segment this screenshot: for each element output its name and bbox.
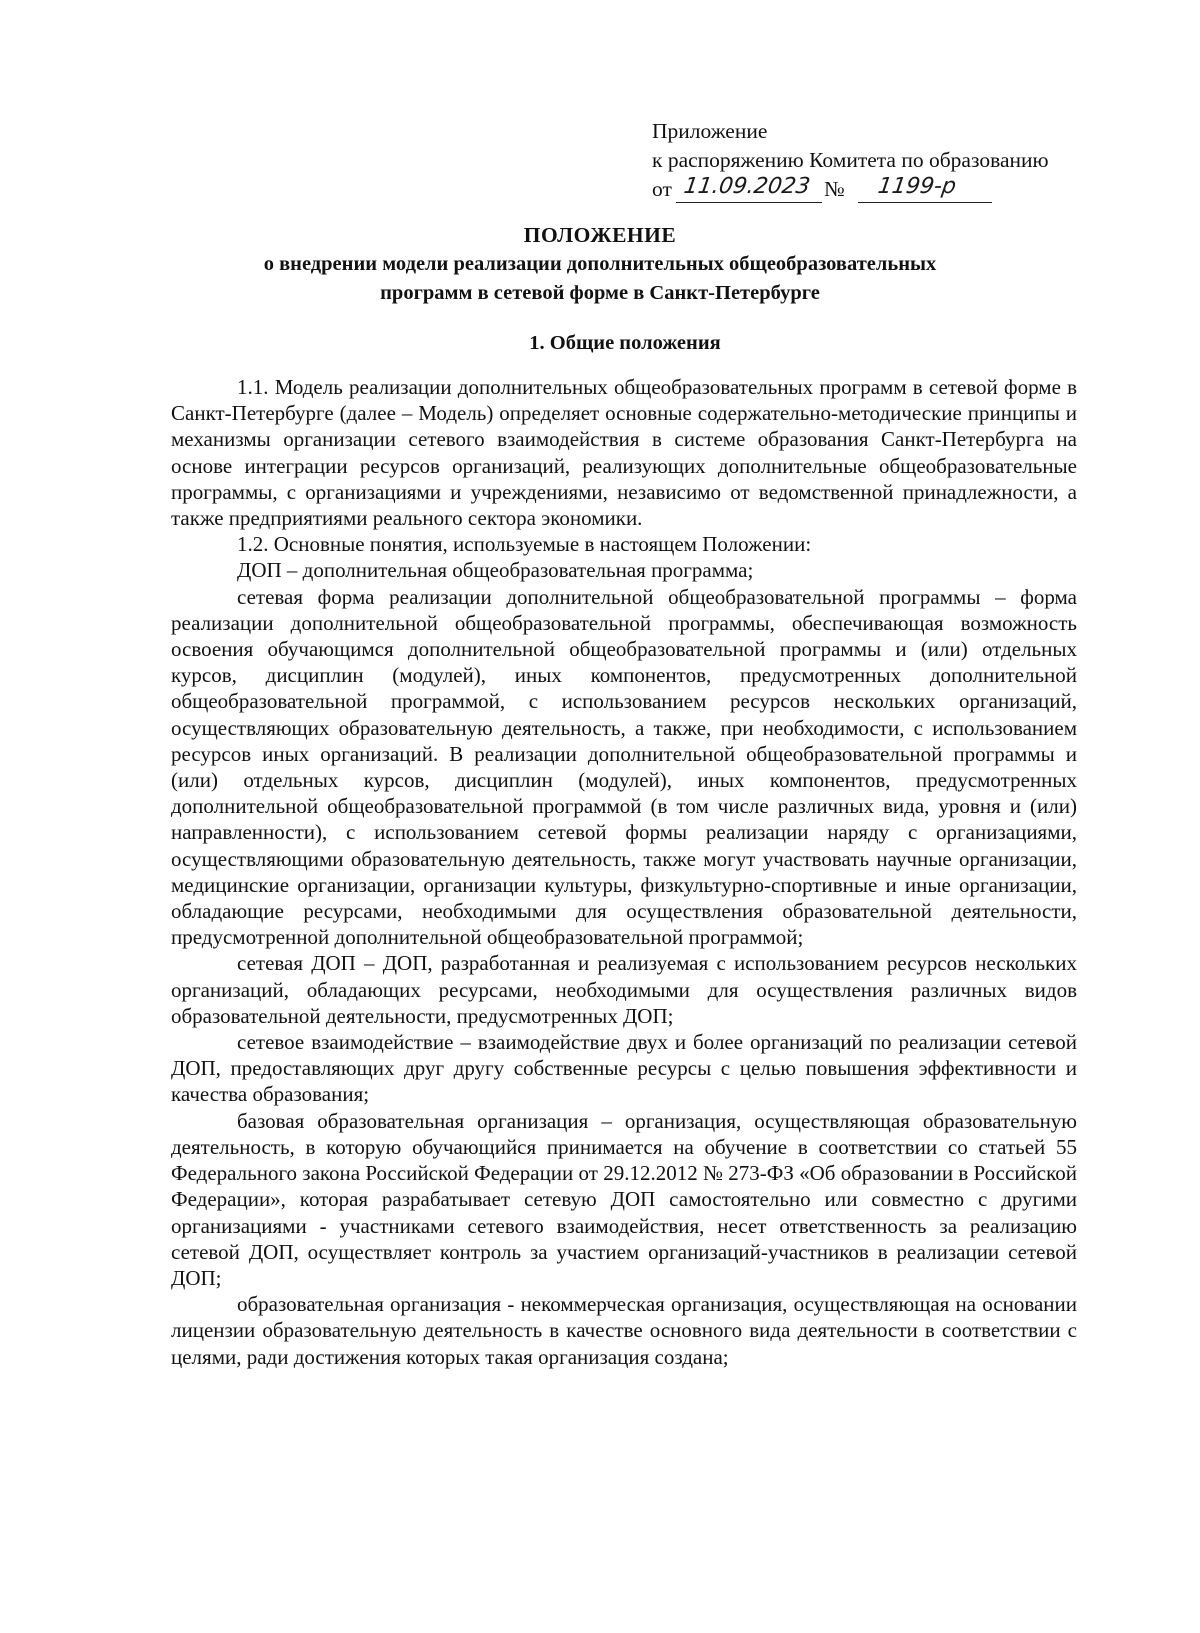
appendix-label: Приложение [652,119,768,143]
definition-base-organization: базовая образовательная организация – организация, осуществляющая образовательную деятельность, в которую обучающийся принимается на обучение в соответствии со статьей 55 Федерального закона Российской Федерации от 29.12.2012 № 273-ФЗ «Об образовании в Российской Федерации», которая разрабатывает сетевую ДОП самостоятельно или совместно с другими организациями - участниками сетевого взаимодействия, несет ответственность за реализацию сетевой ДОП, осуществляет контроль за участием организаций-участников в реализации сетевой ДОП; [171,1108,1077,1290]
paragraph-1-2: 1.2. Основные понятия, используемые в настоящем Положении: [237,532,812,557]
document-title-block [0,221,1200,308]
document-title: ПОЛОЖЕНИЕ [523,223,677,247]
definition-network-interaction: сетевое взаимодействие – взаимодействие двух и более организаций по реализации сетевой ДОП, предоставляющих друг другу собственные ресурсы с целью повышения эффективности и качества образования; [171,1030,1077,1107]
definition-educational-organization: образовательная организация - некоммерческая организация, осуществляющая на основании лицензии образовательную деятельность в качестве основного вида деятельности в соответствии с целями, ради достижения которых такая организация создана; [171,1292,1077,1369]
order-reference-line [652,175,1172,205]
document-subtitle-line-2: программ в сетевой форме в Санкт-Петербурге [380,282,820,304]
handwritten-date: 11.09.2023 [682,174,812,199]
definition-dop: ДОП – дополнительная общеобразовательная программа; [237,558,754,583]
number-field [858,175,992,203]
handwritten-number: 1199-р [876,174,958,199]
number-sign: № [824,177,845,201]
definition-network-dop: сетевая ДОП – ДОП, разработанная и реализуемая с использованием ресурсов нескольких организаций, обладающих ресурсами, необходимыми для осуществления различных видов образовательной деятельности, предусмотренных ДОП; [171,951,1077,1028]
document-body [171,374,1077,1370]
date-field [676,175,822,203]
paragraph-1-1: 1.1. Модель реализации дополнительных общеобразовательных программ в сетевой форме в Санкт-Петербурге (далее – Модель) определяет основные содержательно-методические принципы и механизмы организации сетевого взаимодействия в системе образования Санкт-Петербурга на основе интеграции ресурсов организаций, реализующих дополнительные общеобразовательные программы, с организациями и учреждениями, независимо от ведомственной принадлежности, а также предприятиями реального сектора экономики. [171,375,1077,531]
definition-network-form: сетевая форма реализации дополнительной общеобразовательной программы – форма реализации дополнительной общеобразовательной программы, обеспечивающая возможность освоения обучающимся дополнительной общеобразовательной программы и (или) отдельных курсов, дисциплин (модулей), иных компонентов, предусмотренных дополнительной общеобразовательной программой, с использованием ресурсов нескольких организаций, осуществляющих образовательную деятельность, а также, при необходимости, с использованием ресурсов иных организаций. В реализации дополнительной общеобразовательной программы и (или) отдельных курсов, дисциплин (модулей), иных компонентов, предусмотренных дополнительной общеобразовательной программой (в том числе различных вида, уровня и (или) направленности), с использованием сетевой формы реализации наряду с организациями, осуществляющими образовательную деятельность, также могут участвовать научные организации, медицинские организации, организации культуры, физкультурно-спортивные и иные организации, обладающие ресурсами, необходимыми для осуществления образовательной деятельности, предусмотренной дополнительной общеобразовательной программой; [171,584,1077,950]
section-heading: 1. Общие положения [529,332,721,354]
appendix-reference: к распоряжению Комитета по образованию [652,148,1049,172]
date-prefix: от [652,177,672,201]
appendix-block [652,117,1172,205]
document-subtitle-line-1: о внедрении модели реализации дополнительных общеобразовательных [263,253,937,275]
